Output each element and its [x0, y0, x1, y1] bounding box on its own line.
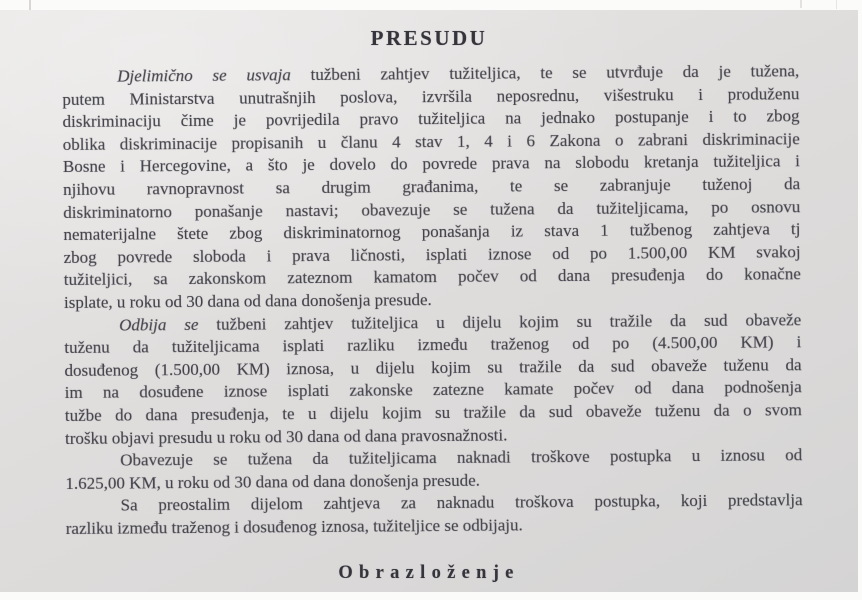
text-line: putem Ministarstva unutrašnjih poslova, izvršila neposrednu, višestruku i produženu [62, 83, 800, 109]
text-line: oblika diskriminacije propisanih u članu 4 stav 1, 4 i 6 Zakona o zabrani diskriminacije [62, 128, 800, 154]
text-line: njihovu ravnopravnost sa drugim građanima, te se zabranjuje tuženoj da [63, 174, 801, 199]
text-line: zbog povrede sloboda i prava ličnosti, isplati iznose od po 1.500,00 KM svakoj [63, 241, 801, 267]
text-line: tužbe do dana presuđenja, te u dijelu kojim su tražile da sud obaveže tuženu da o svom [64, 400, 802, 425]
judgment-title: PRESUDU [370, 26, 488, 50]
text-line: razliku između traženog i dosuđenog iznosa, tužiteljice se odbijaju. [65, 515, 523, 538]
paragraph [62, 60, 801, 314]
text-line: diskriminaciju čime je povrijedila pravo tužiteljica na jednako postupanje i to zbog [62, 106, 800, 132]
text-line: tužiteljici, sa zakonskom zateznom kamatom počev od dana presuđenja do konačne [63, 264, 801, 290]
text-line: Bosne i Hercegovine, a što je dovelo do povrede prava na slobodu kretanja tužiteljica i [62, 151, 800, 177]
text-line: Odbija se tužbeni zahtjev tužiteljica u dijelu kojim su tražile da sud obaveže [119, 309, 802, 335]
text-line: isplate, u roku od 30 dana od dana donošenja presude. [63, 290, 432, 312]
italic-lead: Odbija se [119, 314, 199, 335]
italic-lead: Djelimično se usvaja [117, 65, 291, 86]
paragraph [66, 489, 803, 540]
text-line: diskriminatorno ponašanje nastavi; obavezuje se tužena da tužiteljicama, po osnovu [63, 196, 801, 222]
text-line: im na dosuđene iznose isplati zakonske zatezne kamate počev od dana podnošenja [64, 377, 802, 403]
scan-artifact [836, 0, 837, 9]
text-line: trošku objavi presudu u roku od 30 dana od dana pravosnažnosti. [64, 425, 508, 448]
scan-artifact [800, 0, 802, 8]
paragraph [65, 444, 802, 495]
scan-artifact [29, 0, 31, 10]
document-body [62, 60, 803, 540]
text-line: tuženu da tužiteljicama isplati razliku između traženog od po (4.500,00 KM) i [64, 332, 802, 358]
text-line: nematerijalne štete zbog diskriminatornog ponašanja iz stava 1 tužbenog zahtjeva tj [63, 219, 801, 245]
text-line: Djelimično se usvaja tužbeni zahtjev tužiteljica, te se utvrđuje da je tužena, [117, 61, 800, 86]
text-line: dosuđenog (1.500,00 KM) iznosa, u dijelu kojim su tražile da sud obaveže tuženu da [64, 354, 802, 380]
paper-background [0, 10, 858, 592]
paragraph [64, 309, 802, 450]
text-line: 1.625,00 KM, u roku od 30 dana od dana donošenja presude. [65, 470, 481, 493]
section-heading-obrazlozenje: Obrazloženje [338, 563, 520, 583]
text-line: Obavezuje se tužena da tužiteljicama naknadi troškove postupka u iznosu od [120, 445, 803, 470]
text-line: Sa preostalim dijelom zahtjeva za naknadu troškova postupka, koji predstavlja [120, 490, 803, 515]
